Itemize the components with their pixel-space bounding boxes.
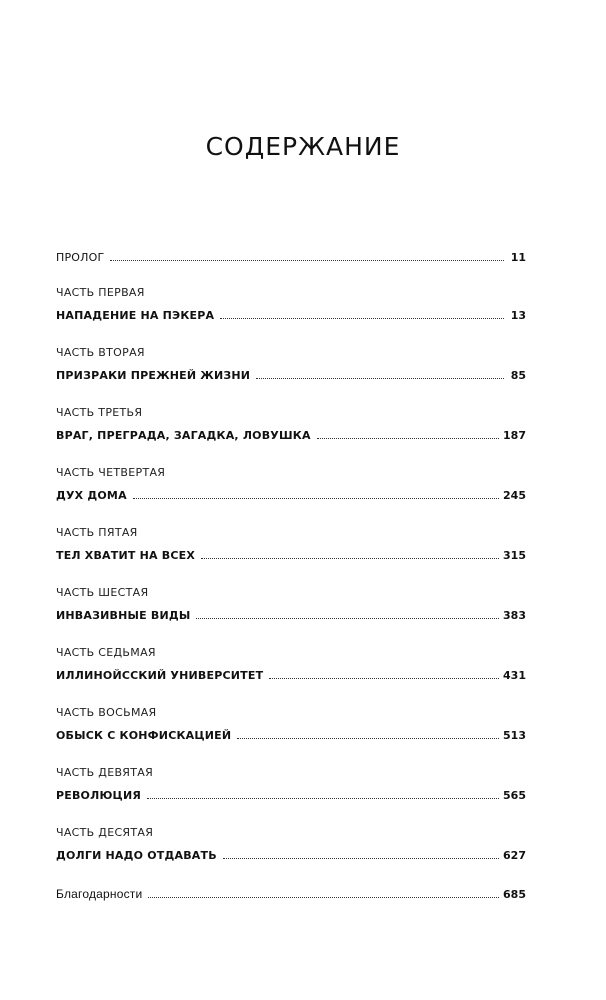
toc-title: СОДЕРЖАНИЕ [205,132,401,161]
toc-entry-part-7 [56,646,526,684]
entry-title: ИНВАЗИВНЫЕ ВИДЫ [56,609,191,622]
part-label: ЧАСТЬ ВОСЬМАЯ [56,706,157,719]
toc-row [56,368,526,384]
entry-title: ПРОЛОГ [56,251,105,264]
page-number: 187 [503,429,526,442]
toc-row [56,728,526,744]
page-number: 383 [503,609,526,622]
page-number: 13 [510,309,526,322]
part-label: ЧАСТЬ ПЕРВАЯ [56,286,145,299]
page-number: 315 [503,549,526,562]
dot-leader [196,617,499,619]
entry-title: ВРАГ, ПРЕГРАДА, ЗАГАДКА, ЛОВУШКА [56,429,311,442]
entry-title: ОБЫСК С КОНФИСКАЦИЕЙ [56,729,232,742]
dot-leader [220,317,504,319]
toc-row [56,428,526,444]
toc-entry-part-2 [56,346,526,384]
entry-title: РЕВОЛЮЦИЯ [56,789,142,802]
part-label: ЧАСТЬ ДЕСЯТАЯ [56,826,154,839]
dot-leader [237,737,499,739]
toc-entry-part-4 [56,466,526,504]
dot-leader [201,557,499,559]
entry-title: ИЛЛИНОЙССКИЙ УНИВЕРСИТЕТ [56,669,264,682]
part-label: ЧАСТЬ ТРЕТЬЯ [56,406,143,419]
toc-entry-part-9 [56,766,526,804]
page-number: 85 [510,369,526,382]
entry-title: Благодарности [56,887,143,901]
page-number: 245 [503,489,526,502]
part-label: ЧАСТЬ ДЕВЯТАЯ [56,766,154,779]
dot-leader [223,857,499,859]
dot-leader [133,497,499,499]
dot-leader [147,797,499,799]
entry-title: ТЕЛ ХВАТИТ НА ВСЕХ [56,549,196,562]
toc-row [56,886,526,903]
toc-row [56,608,526,624]
page-number: 627 [503,849,526,862]
toc-row [56,488,526,504]
page-number: 11 [510,251,526,264]
part-label: ЧАСТЬ СЕДЬМАЯ [56,646,156,659]
toc-row [56,250,526,266]
entry-title: ПРИЗРАКИ ПРЕЖНЕЙ ЖИЗНИ [56,369,251,382]
toc-entry-part-3 [56,406,526,444]
dot-leader [269,677,499,679]
toc-entry-acknowledgements [56,886,526,903]
dot-leader [110,259,504,261]
toc-row [56,548,526,564]
toc-row [56,788,526,804]
toc-entry-part-5 [56,526,526,564]
toc-entry-part-1 [56,286,526,324]
toc-entry-prologue [56,250,526,266]
part-label: ЧАСТЬ ПЯТАЯ [56,526,138,539]
dot-leader [148,896,499,898]
page-number: 565 [503,789,526,802]
entry-title: ДОЛГИ НАДО ОТДАВАТЬ [56,849,217,862]
toc-row [56,848,526,864]
toc-row [56,308,526,324]
dot-leader [317,437,499,439]
page-number: 513 [503,729,526,742]
dot-leader [256,377,504,379]
part-label: ЧАСТЬ ШЕСТАЯ [56,586,149,599]
toc-entry-part-8 [56,706,526,744]
toc-list [56,250,526,925]
page-number: 431 [503,669,526,682]
toc-entry-part-10 [56,826,526,864]
part-label: ЧАСТЬ ВТОРАЯ [56,346,145,359]
part-label: ЧАСТЬ ЧЕТВЕРТАЯ [56,466,166,479]
page-number: 685 [503,888,526,901]
toc-row [56,668,526,684]
entry-title: НАПАДЕНИЕ НА ПЭКЕРА [56,309,215,322]
toc-entry-part-6 [56,586,526,624]
entry-title: ДУХ ДОМА [56,489,127,502]
